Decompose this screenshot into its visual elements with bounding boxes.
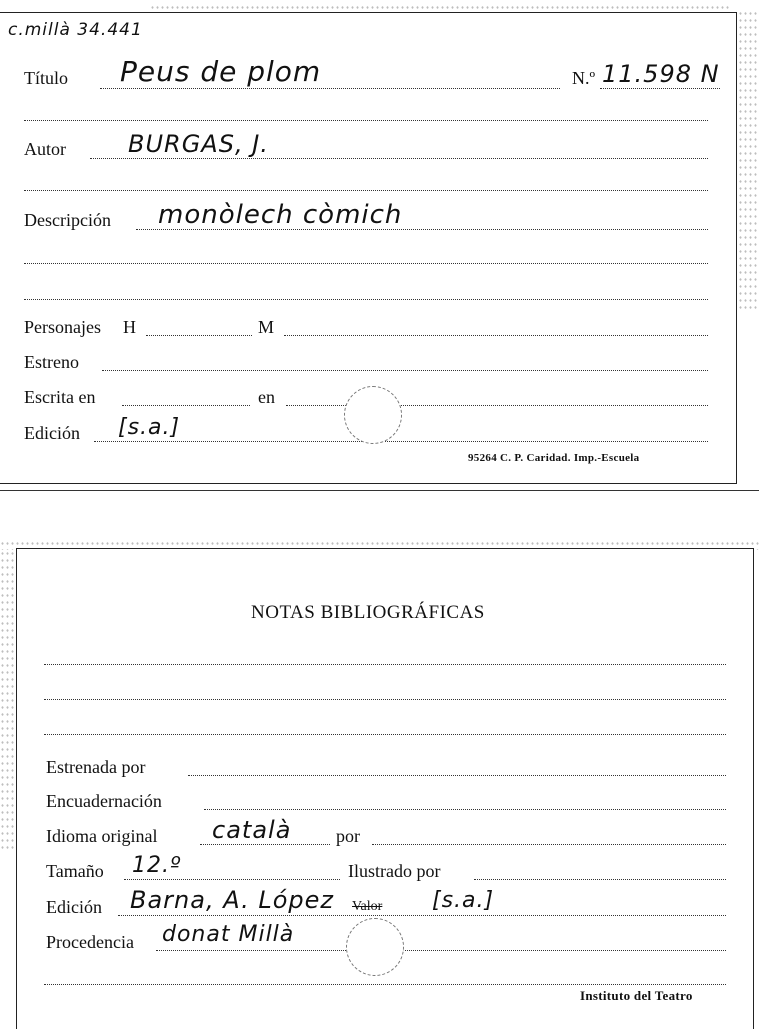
idioma-label: Idioma original xyxy=(46,826,158,846)
estrenada-line xyxy=(188,775,726,776)
edicion-label: Edición xyxy=(24,423,80,443)
descripcion-extra-line-2 xyxy=(24,299,708,300)
edicion-line xyxy=(94,441,708,442)
ilustrado-line xyxy=(474,879,726,880)
estreno-line xyxy=(102,370,708,371)
punch-hole-2 xyxy=(346,918,404,976)
titulo-value: Peus de plom xyxy=(120,55,322,88)
notas-heading: NOTAS BIBLIOGRÁFICAS xyxy=(251,602,485,623)
por-line xyxy=(372,844,726,845)
idioma-line xyxy=(200,844,330,845)
tamano-value: 12.º xyxy=(132,853,182,878)
numero-value: 11.598 N xyxy=(602,60,720,88)
valor-value: [s.a.] xyxy=(432,888,495,913)
escrita-line xyxy=(122,405,250,406)
estreno-label: Estreno xyxy=(24,352,79,372)
idioma-value: català xyxy=(212,816,292,844)
tamano-line xyxy=(124,879,340,880)
scan-noise-right xyxy=(738,10,758,310)
encuadernacion-label: Encuadernación xyxy=(46,791,162,811)
en-label: en xyxy=(258,387,275,407)
autor-label: Autor xyxy=(24,139,66,159)
h-label: H xyxy=(123,317,136,337)
autor-extra-line xyxy=(24,190,708,191)
numero-line xyxy=(600,88,720,89)
punch-hole xyxy=(344,386,402,444)
titulo-extra-line xyxy=(24,120,708,121)
descripcion-value: monòlech còmich xyxy=(158,200,403,230)
notas-line-3 xyxy=(44,734,726,735)
descripcion-label: Descripción xyxy=(24,210,111,230)
autor-value: BURGAS, J. xyxy=(128,130,269,158)
edicion2-label: Edición xyxy=(46,897,102,917)
printer-imprint: 95264 C. P. Caridad. Imp.-Escuela xyxy=(468,452,640,464)
h-line xyxy=(146,335,252,336)
procedencia-line xyxy=(156,950,726,951)
notas-bottom-line xyxy=(44,984,726,985)
notas-line-2 xyxy=(44,699,726,700)
call-number-annotation: c.millà 34.441 xyxy=(8,20,143,40)
valor-label: Valor xyxy=(352,899,383,914)
card-bottom-rule xyxy=(0,490,759,491)
titulo-line xyxy=(100,88,560,89)
institute-footer: Instituto del Teatro xyxy=(580,988,693,1003)
procedencia-label: Procedencia xyxy=(46,932,134,952)
edicion-value: [s.a.] xyxy=(118,415,181,440)
edicion2-value: Barna, A. López xyxy=(130,886,334,914)
por-label: por xyxy=(336,826,360,846)
edicion2-line xyxy=(118,915,726,916)
descripcion-extra-line-1 xyxy=(24,263,708,264)
autor-line xyxy=(90,158,708,159)
personajes-label: Personajes xyxy=(24,317,101,337)
escrita-label: Escrita en xyxy=(24,387,96,407)
scan-noise-top xyxy=(150,4,730,12)
scan-noise-left-2 xyxy=(0,550,16,850)
estrenada-label: Estrenada por xyxy=(46,757,146,777)
ilustrado-label: Ilustrado por xyxy=(348,861,441,881)
notas-line-1 xyxy=(44,664,726,665)
titulo-label: Título xyxy=(24,68,68,88)
tamano-label: Tamaño xyxy=(46,861,104,881)
encuadernacion-line xyxy=(204,809,726,810)
m-label: M xyxy=(258,317,275,337)
numero-label: N.º xyxy=(572,68,596,88)
m-line xyxy=(284,335,708,336)
procedencia-value: donat Millà xyxy=(162,922,295,947)
